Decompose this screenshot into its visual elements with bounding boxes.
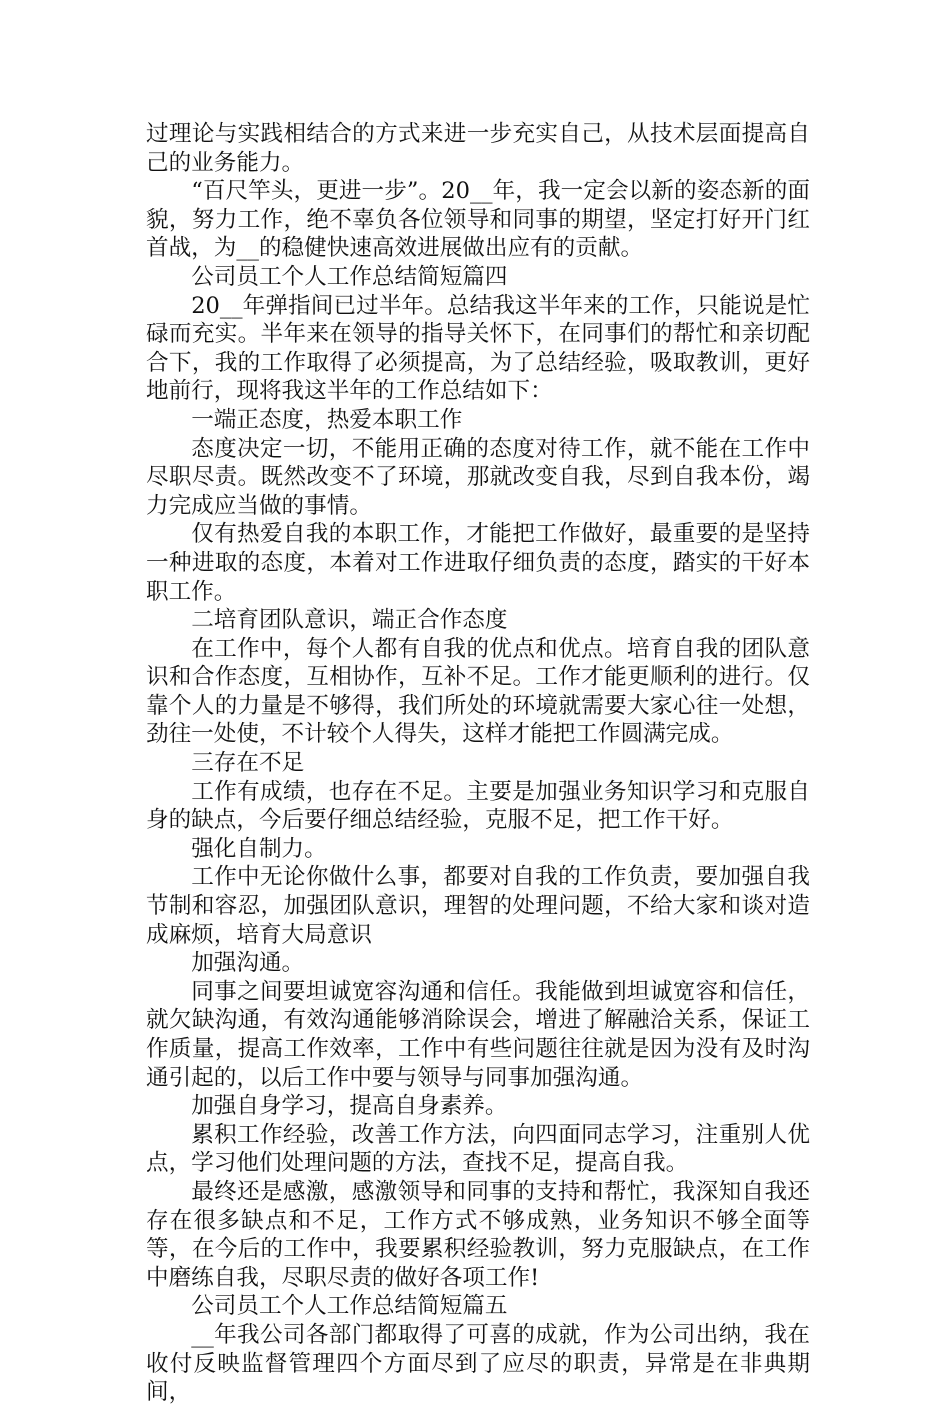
section-heading: 公司员工个人工作总结简短篇四 bbox=[191, 263, 508, 290]
paragraph: 20__年弹指间已过半年。总结我这半年来的工作，只能说是忙碌而充实。半年来在领导的指导关怀下，在同事们的帮忙和亲切配合下，我的工作取得了必须提高，为了总结经验，吸取教训，更好地前行，现将我这半年的工作总结如下： bbox=[146, 292, 810, 405]
section-heading: 公司员工个人工作总结简短篇五 bbox=[191, 1293, 508, 1320]
paragraph: 过理论与实践相结合的方式来进一步充实自己，从技术层面提高自己的业务能力。 bbox=[146, 121, 810, 176]
paragraph: 同事之间要坦诚宽容沟通和信任。我能做到坦诚宽容和信任，就欠缺沟通，有效沟通能够消除误会，增进了解融洽关系，保证工作质量，提高工作效率，工作中有些问题往往就是因为没有及时沟通引起的，以后工作中要与领导与同事加强沟通。 bbox=[146, 978, 810, 1091]
paragraph: 仅有热爱自我的本职工作，才能把工作做好，最重要的是坚持一种进取的态度，本着对工作进取仔细负责的态度，踏实的干好本职工作。 bbox=[146, 521, 810, 605]
subheading: 强化自制力。 bbox=[191, 835, 327, 862]
paragraph: 在工作中，每个人都有自我的优点和优点。培育自我的团队意识和合作态度，互相协作，互补不足。工作才能更顺利的进行。仅靠个人的力量是不够得，我们所处的环境就需要大家心往一处想，劲往一处使，不计较个人得失，这样才能把工作圆满完成。 bbox=[146, 635, 810, 748]
subheading: 加强自身学习，提高自身素养。 bbox=[191, 1093, 508, 1120]
paragraph: __年我公司各部门都取得了可喜的成就，作为公司出纳，我在收付反映监督管理四个方面尽到了应尽的职责，异常是在非典期间， bbox=[146, 1321, 810, 1406]
paragraph: 累积工作经验，改善工作方法，向四面同志学习，注重别人优点，学习他们处理问题的方法，查找不足，提高自我。 bbox=[146, 1121, 810, 1177]
subheading: 二培育团队意识，端正合作态度 bbox=[191, 607, 508, 634]
paragraph: 最终还是感激，感激领导和同事的支持和帮忙，我深知自我还存在很多缺点和不足，工作方式不够成熟，业务知识不够全面等等，在今后的工作中，我要累积经验教训，努力克服缺点，在工作中磨练自我，尽职尽责的做好各项工作! bbox=[146, 1178, 810, 1291]
subheading: 加强沟通。 bbox=[191, 950, 305, 977]
document-page bbox=[146, 120, 810, 1407]
paragraph: 工作中无论你做什么事，都要对自我的工作负责，要加强自我节制和容忍，加强团队意识，理智的处理问题，不给大家和谈对造成麻烦，培育大局意识 bbox=[146, 864, 810, 948]
paragraph: 态度决定一切，不能用正确的态度对待工作，就不能在工作中尽职尽责。既然改变不了环境，那就改变自我，尽到自我本份，竭力完成应当做的事情。 bbox=[146, 435, 810, 519]
subheading: 三存在不足 bbox=[191, 750, 305, 777]
paragraph: 工作有成绩，也存在不足。主要是加强业务知识学习和克服自身的缺点，今后要仔细总结经验，克服不足，把工作干好。 bbox=[146, 778, 810, 834]
paragraph: “百尺竿头，更进一步”。20__年，我一定会以新的姿态新的面貌，努力工作，绝不辜负各位领导和同事的期望，坚定打好开门红首战，为__的稳健快速高效进展做出应有的贡献。 bbox=[146, 178, 810, 262]
subheading: 一端正态度，热爱本职工作 bbox=[191, 406, 463, 433]
